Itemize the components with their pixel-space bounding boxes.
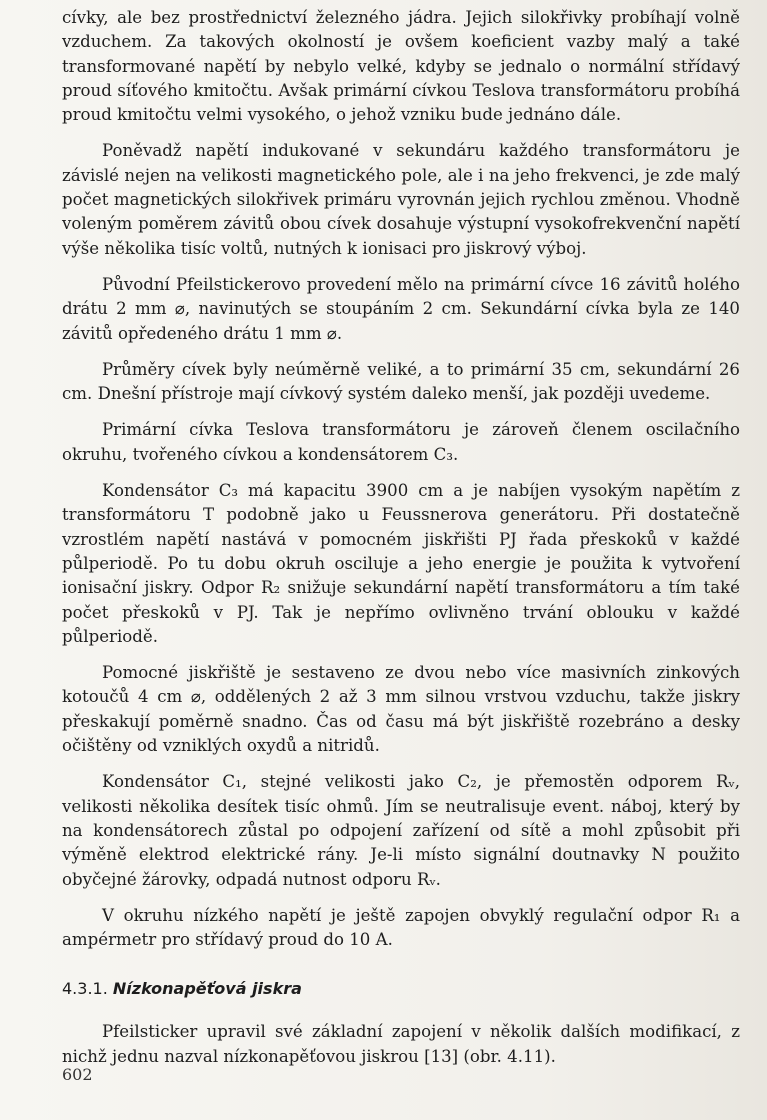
paragraph-9: V okruhu nízkého napětí je ještě zapojen obvyklý regulační odpor R₁ a ampérmetr pro střídavý proud do 10 A. xyxy=(62,905,740,950)
paragraph-2: Poněvadž napětí indukované v sekundáru každého transformátoru je závislé nejen na velikosti magnetického pole, ale i na jeho frekvenci, je zde malý počet magnetických silokřivek primáru vyrovnán jejich rychlou změnou. Vhodně voleným poměrem závitů obou cívek dosahuje výstupní vysokofrekvenční napětí výše několika tisíc voltů, nutných k ionisaci pro jiskrový výboj. xyxy=(62,141,740,258)
paragraph-5: Primární cívka Teslova transformátoru je zároveň členem oscilačního okruhu, tvořeného cívkou a kondensátorem C₃. xyxy=(62,420,740,464)
paragraph-7: Pomocné jiskřiště je sestaveno ze dvou nebo více masivních zinkových kotoučů 4 cm ⌀, oddělených 2 až 3 mm silnou vrstvou vzduchu, takže jiskry přeskakují poměrně snadno. Čas od času má být jiskřiště rozebráno a desky očištěny od vzniklých oxydů a nitridů. xyxy=(62,663,740,756)
page-number: 602 xyxy=(62,1065,93,1084)
paragraph-8: Kondensátor C₁, stejné velikosti jako C₂, je přemostěn odporem Rᵥ, velikosti několika desítek tisíc ohmů. Jím se neutralisuje event. náboj, který by na kondensátorech zůstal po odpojení zařízení od sítě a mohl způsobit při výměně elektrod elektrické rány. Je-li místo signální doutnavky N použito obyčejné žárovky, odpadá nutnost odporu Rᵥ. xyxy=(62,772,740,889)
section-title: Nízkonapěťová jiskra xyxy=(112,979,302,999)
paragraph-1: cívky, ale bez prostřednictví železného jádra. Jejich silokřivky probíhají volně vzduchem. Za takových okolností je ovšem koeficient vazby malý a také transformované napětí by nebylo velké, kdyby se jednalo o normální střídavý proud síťového kmitočtu. Avšak primární cívkou Teslova transformátoru probíhá proud kmitočtu velmi vysokého, o jehož vzniku bude jednáno dále. xyxy=(62,8,740,125)
paragraph-4: Průměry cívek byly neúměrně veliké, a to primární 35 cm, sekundární 26 cm. Dnešní přístroje mají cívkový systém daleko menší, jak později uvedeme. xyxy=(62,359,740,404)
section-heading xyxy=(62,978,740,1000)
section-number: 4.3.1. xyxy=(62,979,108,999)
paragraph-3: Původní Pfeilstickerovo provedení mělo na primární cívce 16 závitů holého drátu 2 mm ⌀, navinutých se stoupáním 2 cm. Sekundární cívka byla ze 140 závitů opředeného drátu 1 mm ⌀. xyxy=(62,274,740,343)
page-content xyxy=(62,6,740,1081)
paragraph-6: Kondensátor C₃ má kapacitu 3900 cm a je nabíjen vysokým napětím z transformátoru T podobně jako u Feussnerova generátoru. Při dostatečně vzrostlém napětí nastává v pomocném jiskřišti PJ řada přeskoků v každé půlperiodě. Po tu dobu okruh osciluje a jeho energie je použita k vytvoření ionisační jiskry. Odpor R₂ snižuje sekundární napětí transformátoru a tím také počet přeskoků v PJ. Tak je nepřímo ovlivněno trvání oblouku v každé půlperiodě. xyxy=(62,481,740,646)
paragraph-final: Pfeilsticker upravil své základní zapojení v několik dalších modifikací, z nichž jednu nazval nízkonapěťovou jiskrou [13] (obr. 4.11). xyxy=(62,1022,740,1066)
